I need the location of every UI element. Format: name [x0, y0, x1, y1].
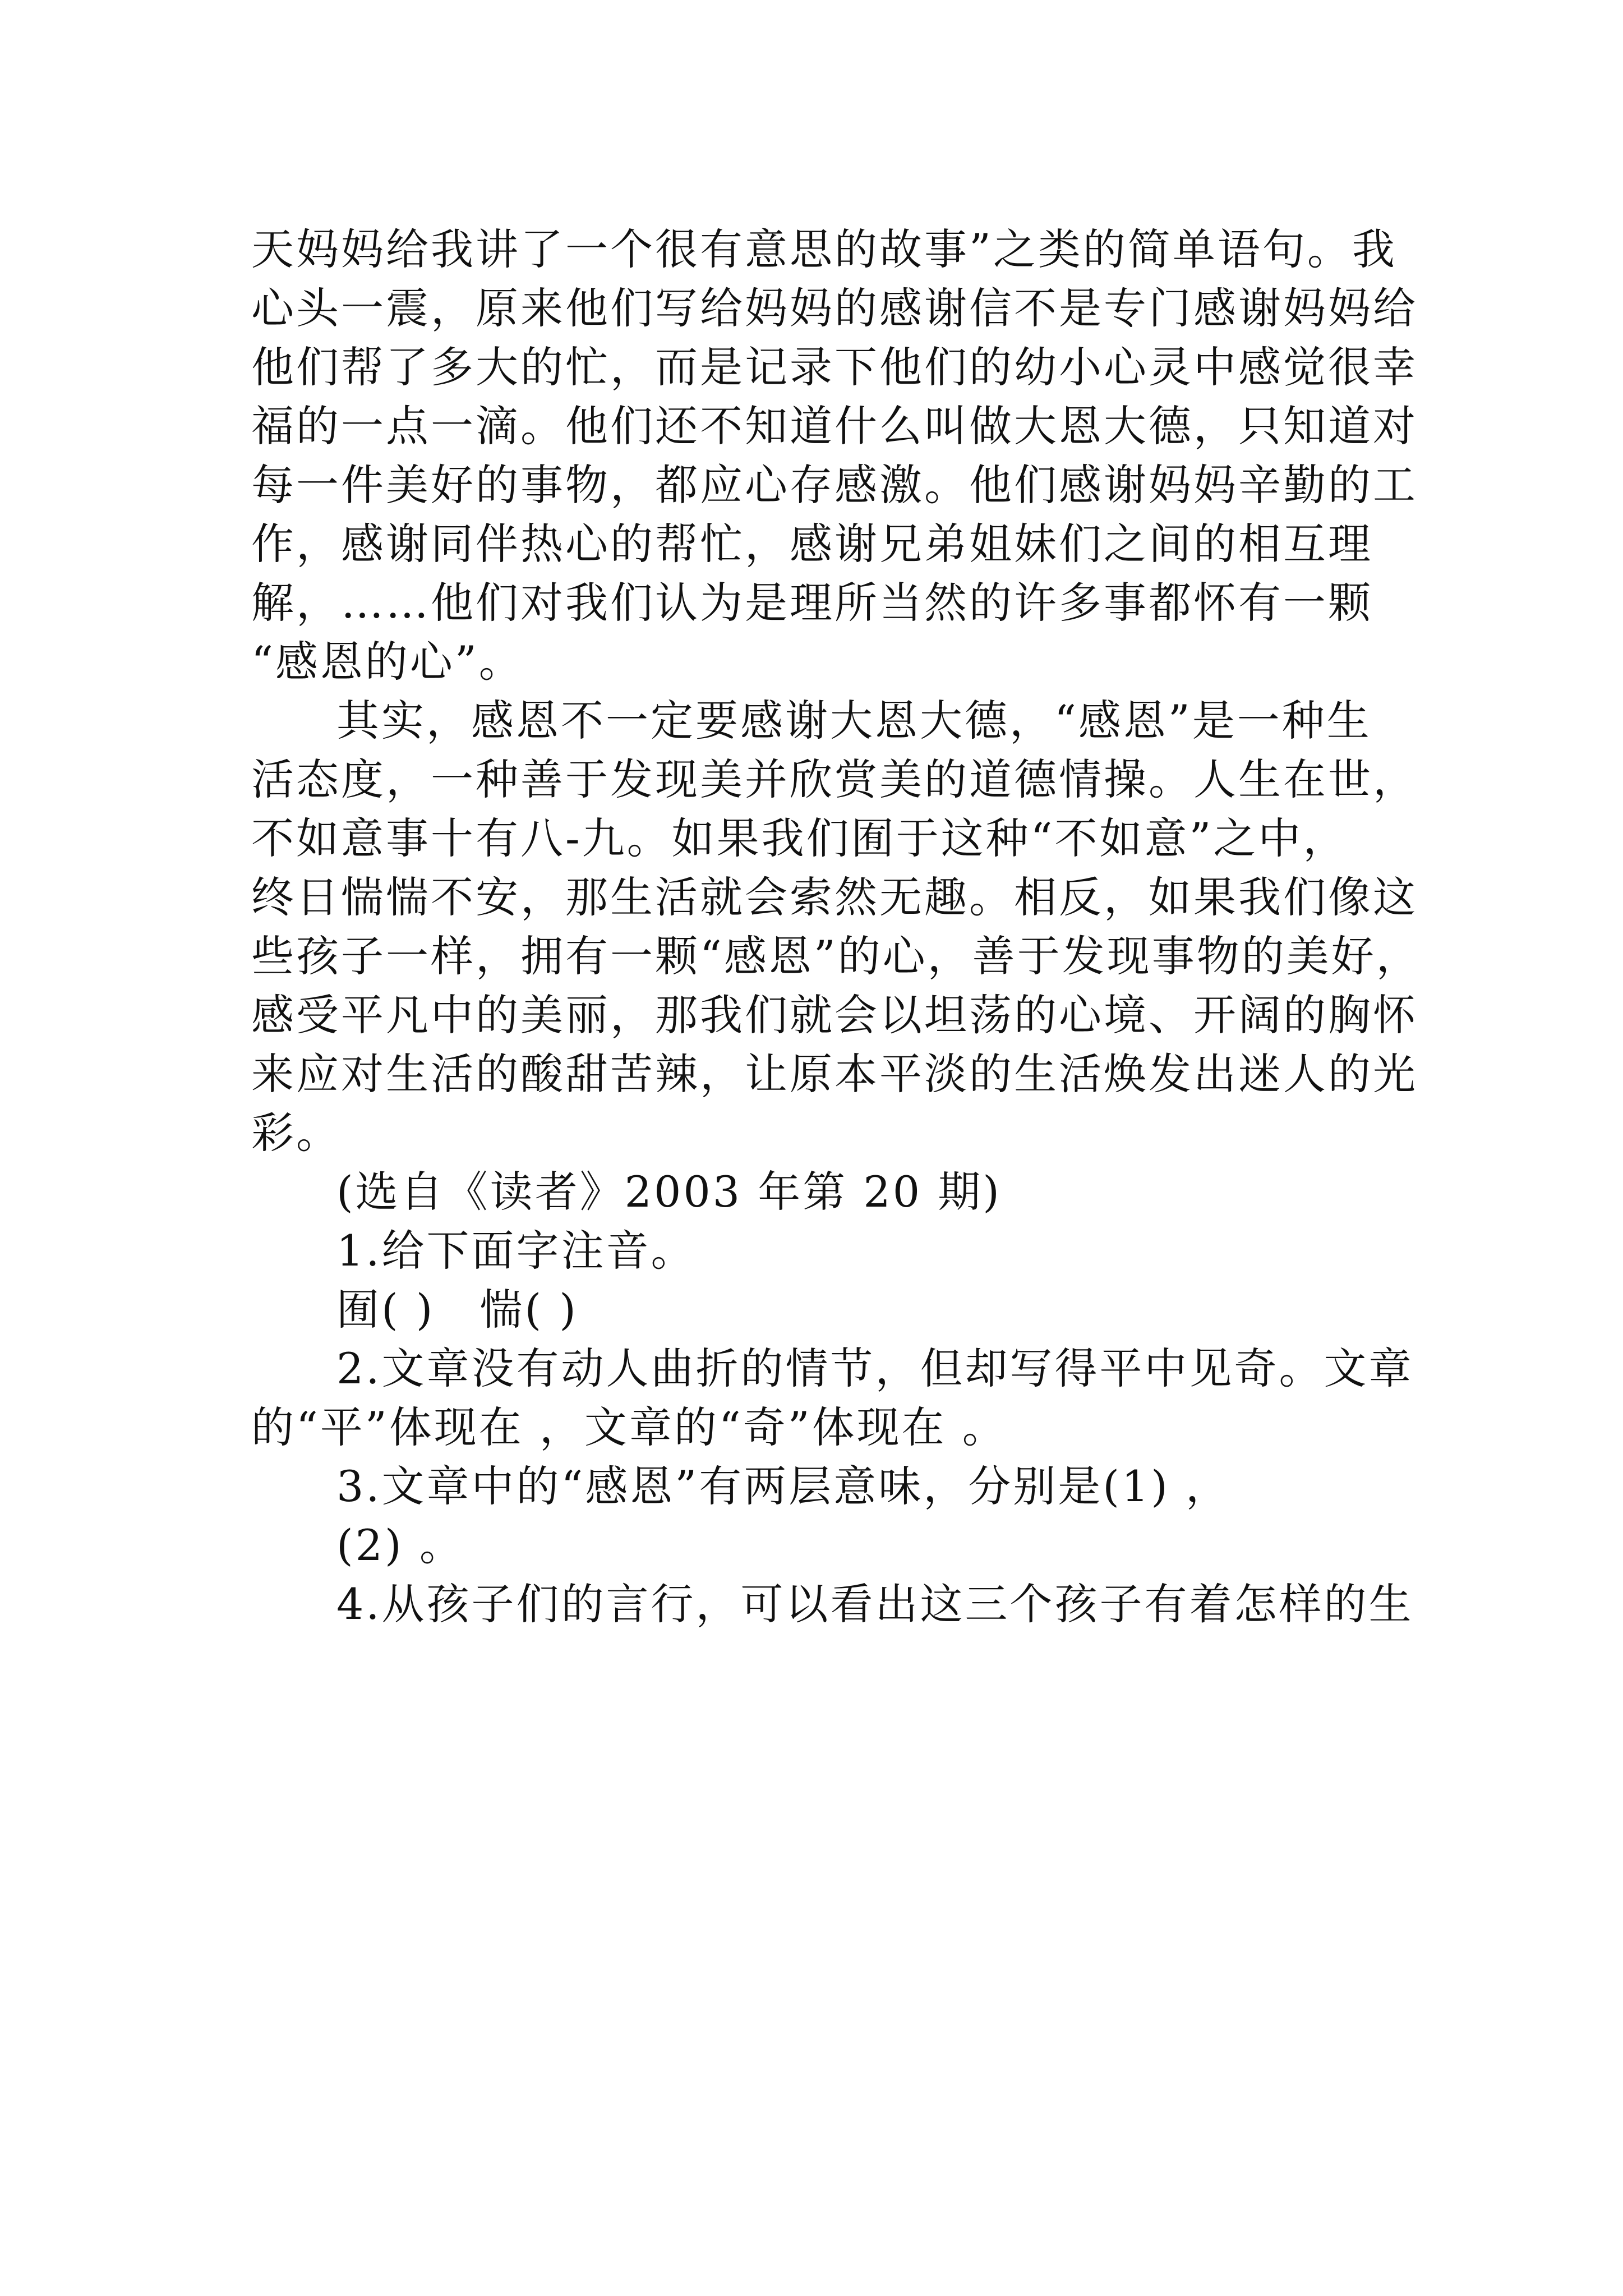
text-line: “感恩的心”。: [251, 637, 524, 687]
question-3-part-2: (2) 。: [336, 1520, 464, 1570]
text-line: 作，感谢同伴热心的帮忙，感谢兄弟姐妹们之间的相互理: [251, 519, 1373, 569]
question-1-blanks: 囿( ) 惴( ): [336, 1285, 578, 1335]
text-line: 不如意事十有八-九。如果我们囿于这种“不如意”之中，: [251, 813, 1348, 863]
text-line: 他们帮了多大的忙，而是记录下他们的幼小心灵中感觉很幸: [251, 342, 1418, 392]
source-citation: (选自《读者》2003 年第 20 期): [336, 1167, 1002, 1217]
question-1: 1.给下面字注音。: [336, 1226, 696, 1276]
question-4: 4.从孩子们的言行，可以看出这三个孩子有着怎样的生: [336, 1579, 1414, 1629]
text-line: 来应对生活的酸甜苦辣，让原本平淡的生活焕发出迷人的光: [251, 1049, 1418, 1099]
question-3: 3.文章中的“感恩”有两层意味，分别是(1) ，: [336, 1461, 1231, 1511]
paragraph-letter-ending: [251, 220, 1418, 691]
paragraph-gratitude-attitude: [251, 691, 1421, 1162]
text-line: 天妈妈给我讲了一个很有意思的故事”之类的简单语句。我: [251, 224, 1397, 274]
text-line: 些孩子一样，拥有一颗“感恩”的心，善于发现事物的美好，: [251, 931, 1421, 981]
text-line: 的“平”体现在 ，文章的“奇”体现在 。: [251, 1402, 1007, 1452]
text-line: 终日惴惴不安，那生活就会索然无趣。相反，如果我们像这: [251, 872, 1418, 922]
text-line: 2.文章没有动人曲折的情节，但却写得平中见奇。文章: [336, 1343, 1414, 1393]
text-line: 福的一点一滴。他们还不知道什么叫做大恩大德，只知道对: [251, 401, 1418, 451]
text-line: 其实，感恩不一定要感谢大恩大德，“感恩”是一种生: [336, 696, 1372, 746]
text-line: 心头一震，原来他们写给妈妈的感谢信不是专门感谢妈妈给: [251, 283, 1418, 333]
text-line: 活态度，一种善于发现美并欣赏美的道德情操。人生在世，: [251, 754, 1418, 804]
text-line: 每一件美好的事物，都应心存感激。他们感谢妈妈辛勤的工: [251, 460, 1418, 510]
text-line: 解，……他们对我们认为是理所当然的许多事都怀有一颗: [251, 578, 1373, 628]
question-2: [251, 1339, 1414, 1457]
text-line: 感受平凡中的美丽，那我们就会以坦荡的心境、开阔的胸怀: [251, 990, 1418, 1040]
text-line: 彩。: [251, 1108, 341, 1158]
document-page: [251, 220, 1421, 1634]
